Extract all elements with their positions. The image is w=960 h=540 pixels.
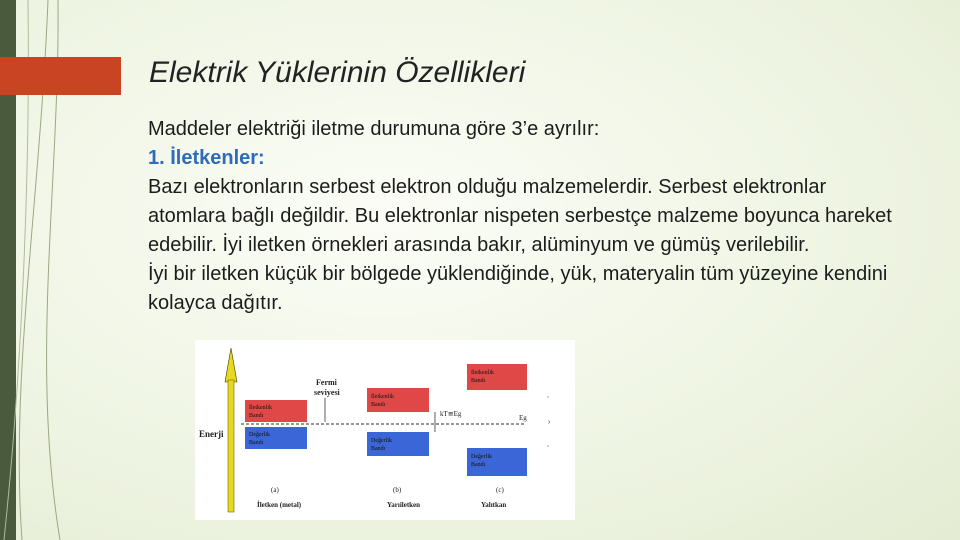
paragraph-conductors: Bazı elektronların serbest elektron olduğu malzemelerdir. Serbest elektronlar atomlara bağlı değildir. Bu elektronlar nispeten serbestçe malzeme boyunca hareket edebilir. İyi iletken örnekleri arasında bakır, alüminyum ve gümüş verilebilir.: [148, 176, 892, 256]
conduction-band-b-label-1: İletkenlik: [371, 394, 394, 400]
mark-1: ,: [547, 392, 549, 399]
valence-band-c-label-1: Değerlik: [471, 454, 492, 460]
energy-band-diagram: [195, 340, 575, 520]
name-b-label: Yarıiletken: [387, 501, 421, 509]
fermi-label-1: Fermi: [316, 378, 337, 387]
conduction-band-c: [467, 364, 527, 390]
valence-band-c-label-2: Bandı: [471, 462, 486, 468]
valence-band-a-label-2: Bandı: [249, 440, 264, 446]
case-b-label: (b): [393, 486, 402, 494]
eg-label: Eg: [519, 414, 527, 422]
energy-label: Enerji: [199, 429, 224, 439]
valence-band-b-label-1: Değerlik: [371, 438, 392, 444]
fermi-label-2: seviyesi: [314, 388, 340, 397]
conduction-band-b-label-2: Bandı: [371, 402, 386, 408]
name-a-label: İletken (metal): [257, 501, 302, 509]
slide-body: [148, 115, 908, 318]
conduction-band-c-label-2: Bandı: [471, 378, 486, 384]
conduction-band-c-label-1: İletkenlik: [471, 370, 494, 376]
paragraph-charge-distribution: İyi bir iletken küçük bir bölgede yüklendiğinde, yük, materyalin tüm yüzeyine kendini kolayca dağıtır.: [148, 263, 888, 314]
valence-band-b: [367, 432, 429, 456]
case-c-label: (c): [496, 486, 504, 494]
valence-band-b-label-2: Bandı: [371, 446, 386, 452]
energy-arrow-shaft: [228, 380, 234, 512]
slide-title: Elektrik Yüklerinin Özellikleri: [149, 56, 526, 89]
conduction-band-a-label-2: Bandı: [249, 413, 264, 419]
title-accent-bar: [0, 57, 121, 95]
section-heading: 1. İletkenler:: [148, 147, 265, 169]
name-c-label: Yalıtkan: [481, 501, 507, 509]
conduction-band-b: [367, 388, 429, 412]
intro-text: Maddeler elektriği iletme durumuna göre 3’e ayrılır:: [148, 118, 600, 140]
conduction-band-a-label-1: İletkenlik: [249, 405, 272, 411]
case-a-label: (a): [271, 486, 279, 494]
kt-label: kT≅Eg: [440, 410, 462, 418]
mark-2: ›: [548, 419, 551, 426]
valence-band-a-label-1: Değerlik: [249, 432, 270, 438]
mark-3: ,: [547, 441, 549, 448]
